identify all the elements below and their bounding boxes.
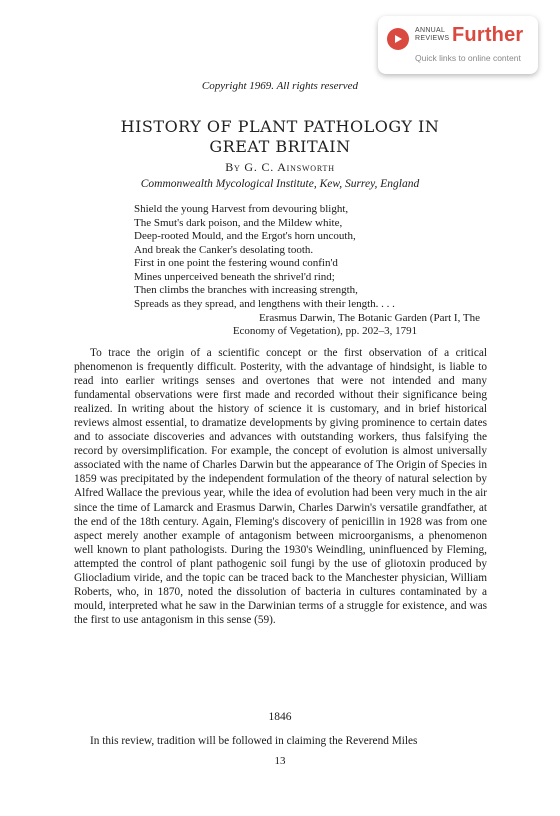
brand-label: ANNUAL REVIEWS — [415, 27, 450, 42]
poem-line: First in one point the festering wound confin'd — [134, 257, 338, 269]
poem-line: Spreads as they spread, and lengthens with their length. . . . — [134, 297, 395, 310]
article-title: HISTORY OF PLANT PATHOLOGY IN GREAT BRITAIN — [120, 117, 440, 156]
poem-line: The Smut's dark poison, and the Mildew white, — [134, 216, 343, 229]
poem-line: Shield the young Harvest from devouring blight, — [134, 203, 349, 215]
page-number: 1846 — [268, 711, 292, 723]
poem-line: Mines unperceived beneath the shrivel'd rind; — [134, 270, 335, 283]
further-title: Further — [452, 24, 524, 46]
poem-line: Deep-rooted Mould, and the Ergot's horn uncouth, — [134, 230, 356, 242]
continuation-line: In this review, tradition will be followed in claiming the Reverend Miles — [90, 735, 418, 747]
play-icon — [395, 35, 402, 43]
author-affiliation: Commonwealth Mycological Institute, Kew, Surrey, England — [140, 178, 420, 190]
body-paragraph: To trace the origin of a scientific concept or the first observation of a critical phenomenon is frequently difficult. Posterity, with the advantage of hindsight, is liable to read into earlier writings senses and overtones that were not intended and many fundamental observations were first made and recorded without their significance being realized. In writing about the history of science it is customary, and in brief historical reviews almost essential, to dramatize developments by giving prominence to certain dates and to associate discoveries and advances with outstanding workers, thus falsifying the record by oversimplification. For example, the concept of evolution is almost universally associated with the name of Charles Darwin but the appearance of The Origin of Species in 1859 was precipitated by the independent formulation of the theory of natural selection by Alfred Wallace the previous year, while the idea of evolution had been very much in the air since the time of Lamarck and Erasmus Darwin, Charles Darwin's versatile grandfather, at the end of the 18th century. Again, Fleming's discovery of penicillin in 1928 was from one aspect merely another example of antagonism between microorganisms, a phenomenon well known to plant pathologists. During the 1930's Weindling, uninfluenced by Fleming, attempted the control of plant pathogenic soil fungi by the use of gliotoxin produced by Gliocladium viride, and the topic can be traced back to the Manchester physician, William Roberts, who, in 1870, noted the dissolution of bacteria in cultures contaminated by a mould, interpreted what he saw in the Darwinian terms of a struggle for existence, and was the first to use antagonism in this sense (59). — [74, 347, 487, 626]
copyright-notice: Copyright 1969. All rights reserved — [201, 80, 359, 92]
epigraph-attribution: Erasmus Darwin, The Botanic Garden (Part I, The Economy of Vegetation), pp. 202–3, 1791 — [232, 312, 480, 337]
footer-page-number: 13 — [274, 755, 286, 767]
further-subtitle: Quick links to online content — [415, 53, 521, 63]
poem-line: Then climbs the branches with increasing strength, — [134, 284, 358, 296]
body-text — [74, 346, 487, 627]
further-badge[interactable] — [378, 16, 538, 74]
epigraph-poem — [134, 203, 464, 311]
author-byline: By G. C. Ainsworth — [225, 160, 335, 174]
poem-line: And break the Canker's desolating tooth. — [134, 243, 314, 256]
